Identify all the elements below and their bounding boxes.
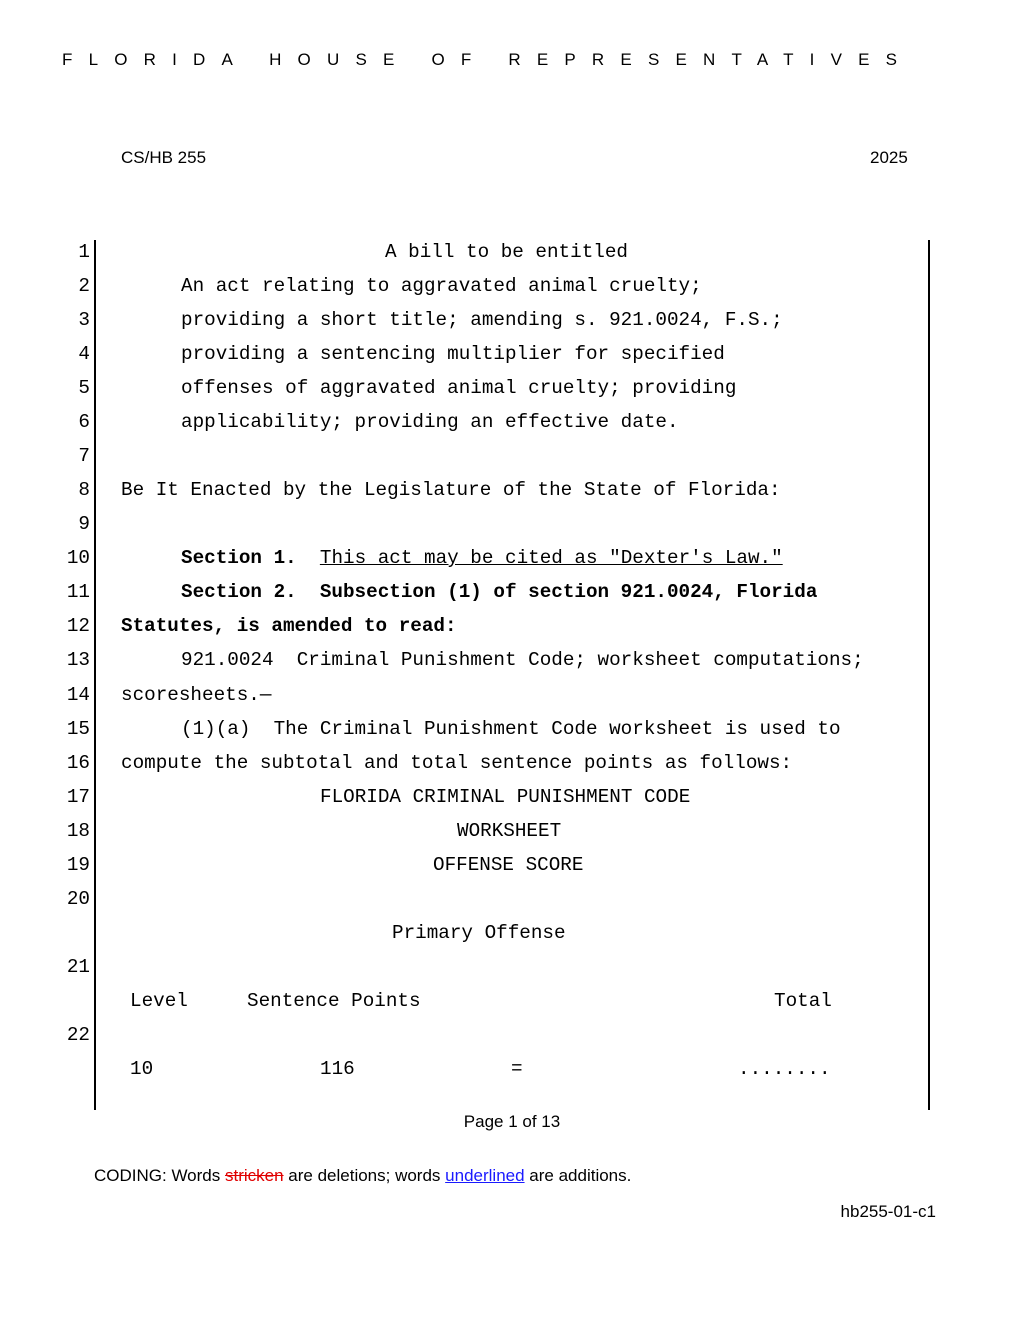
title-line: providing a sentencing multiplier for specified (181, 343, 725, 365)
table-cell-equals: = (511, 1058, 523, 1080)
title-line: applicability; providing an effective date. (181, 411, 679, 433)
title-line: providing a short title; amending s. 921.0024, F.S.; (181, 309, 783, 331)
left-margin-rule (94, 240, 96, 1110)
statute-heading: 921.0024 Criminal Punishment Code; worksheet computations; (181, 649, 864, 671)
title-line: offenses of aggravated animal cruelty; providing (181, 377, 737, 399)
table-cell-total: ........ (738, 1058, 831, 1080)
line-number: 3 (78, 309, 90, 331)
line-number: 8 (78, 479, 90, 501)
bill-id: CS/HB 255 (121, 148, 207, 167)
table-header-level: Level (130, 990, 188, 1012)
document-id: hb255-01-c1 (840, 1202, 936, 1221)
section-2-line: Statutes, is amended to read: (121, 615, 457, 637)
line-number: 5 (78, 377, 90, 399)
line-number: 18 (66, 820, 90, 842)
line-number: 12 (66, 615, 90, 637)
line-number: 14 (66, 684, 90, 706)
table-cell-points: 116 (320, 1058, 355, 1080)
line-number: 20 (66, 888, 90, 910)
line-number: 17 (66, 786, 90, 808)
section-1-line (181, 541, 783, 575)
line-number: 2 (78, 275, 90, 297)
primary-offense-heading: Primary Offense (392, 922, 566, 944)
line-number: 19 (66, 854, 90, 876)
bill-year: 2025 (870, 148, 908, 167)
section-1-added-text: This act may be cited as "Dexter's Law." (319, 547, 783, 569)
worksheet-title: WORKSHEET (457, 820, 562, 842)
worksheet-title: OFFENSE SCORE (433, 854, 584, 876)
coding-prefix: CODING: Words (94, 1166, 225, 1185)
page-number: Page 1 of 13 (463, 1112, 561, 1131)
title-line: An act relating to aggravated animal cruelty; (181, 275, 702, 297)
right-margin-rule (928, 240, 930, 1110)
coding-middle: are deletions; words (283, 1166, 446, 1185)
line-number: 1 (78, 241, 90, 263)
coding-underlined-sample: underlined (445, 1166, 525, 1185)
line-number: 15 (66, 718, 90, 740)
line-number: 22 (66, 1024, 90, 1046)
coding-legend (94, 1166, 631, 1186)
coding-suffix: are additions. (524, 1166, 632, 1185)
table-header-total: Total (774, 990, 832, 1012)
enacting-clause: Be It Enacted by the Legislature of the State of Florida: (121, 479, 781, 501)
bill-heading: A bill to be entitled (385, 241, 628, 263)
statute-text: compute the subtotal and total sentence points as follows: (121, 752, 793, 774)
coding-stricken-sample: stricken (224, 1166, 284, 1185)
table-cell-level: 10 (130, 1058, 154, 1080)
line-number: 21 (66, 956, 90, 978)
section-1-label: Section 1. (181, 547, 297, 569)
chamber-title: FLORIDA HOUSE OF REPRESENTATIVES (62, 50, 914, 69)
line-number: 4 (78, 343, 90, 365)
worksheet-title: FLORIDA CRIMINAL PUNISHMENT CODE (320, 786, 691, 808)
line-number: 13 (66, 649, 90, 671)
line-number: 7 (78, 445, 90, 467)
line-number: 6 (78, 411, 90, 433)
line-number: 11 (66, 581, 90, 603)
statute-heading: scoresheets.— (121, 684, 272, 706)
table-header-points: Sentence Points (247, 990, 421, 1012)
statute-text: (1)(a) The Criminal Punishment Code worksheet is used to (181, 718, 841, 740)
section-2-line: Section 2. Subsection (1) of section 921.0024, Florida (181, 581, 818, 603)
line-number: 16 (66, 752, 90, 774)
line-number: 9 (78, 513, 90, 535)
line-number: 10 (66, 547, 90, 569)
